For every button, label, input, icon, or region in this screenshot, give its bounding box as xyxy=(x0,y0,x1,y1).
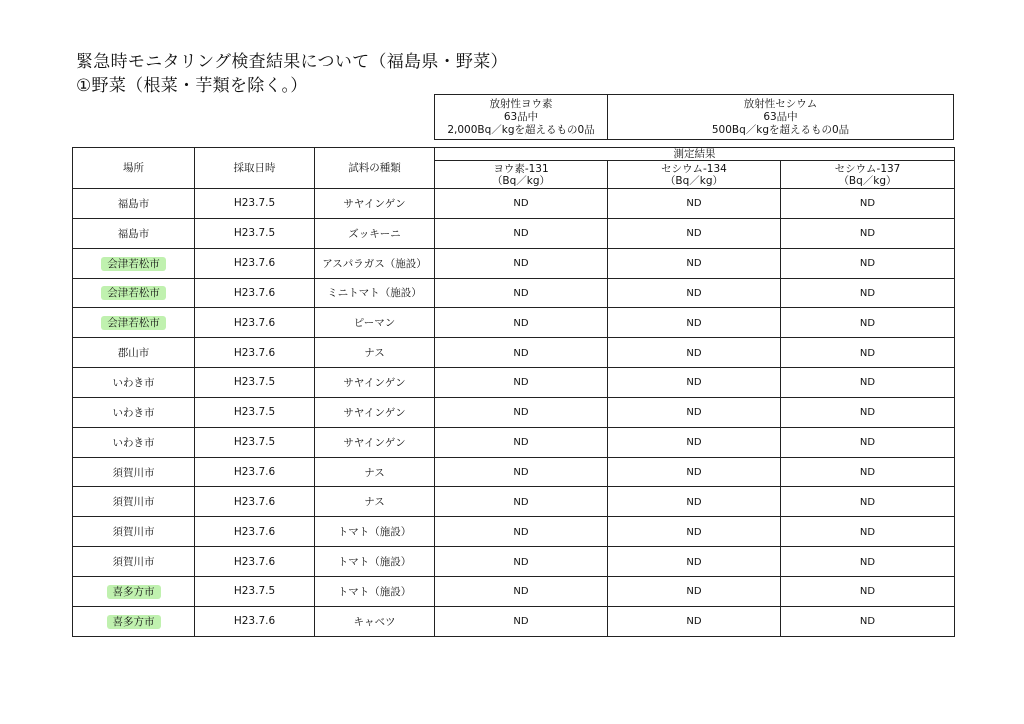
sample-value: トマト（施設） xyxy=(337,526,412,539)
sample-value: キャベツ xyxy=(353,615,396,628)
sample-value: アスパラガス（施設） xyxy=(322,257,427,270)
cell-place xyxy=(73,517,195,547)
cesium-summary xyxy=(608,95,953,139)
date-value: H23.7.5 xyxy=(233,227,276,240)
cell-cs137 xyxy=(781,606,955,636)
cell-cs134 xyxy=(608,308,781,338)
date-value: H23.7.5 xyxy=(233,406,276,419)
cs134-value: ND xyxy=(686,258,702,270)
i131-value: ND xyxy=(513,526,529,538)
cell-sample xyxy=(315,368,435,398)
iodine-summary-label: 放射性ヨウ素 xyxy=(489,97,553,110)
cell-cs137 xyxy=(781,248,955,278)
cell-place xyxy=(73,248,195,278)
header-measurement: 測定結果 xyxy=(435,148,955,161)
cs134-value: ND xyxy=(686,556,702,568)
date-value: H23.7.5 xyxy=(233,436,276,449)
cell-sample xyxy=(315,189,435,219)
place-value: 会津若松市 xyxy=(101,257,166,271)
sample-value: サヤインゲン xyxy=(343,197,406,210)
date-value: H23.7.6 xyxy=(233,286,276,299)
cs134-value: ND xyxy=(686,467,702,479)
cell-cs137 xyxy=(781,427,955,457)
cs137-value: ND xyxy=(859,556,876,568)
cell-cs134 xyxy=(608,487,781,517)
cs137-value: ND xyxy=(859,198,876,210)
cell-cs137 xyxy=(781,576,955,606)
cs137-value: ND xyxy=(859,526,876,538)
summary-box xyxy=(434,94,954,140)
cell-date xyxy=(195,547,315,577)
date-value: H23.7.6 xyxy=(233,525,276,538)
cell-date xyxy=(195,427,315,457)
cell-i131 xyxy=(435,576,608,606)
table-row xyxy=(73,218,955,248)
cell-sample xyxy=(315,517,435,547)
place-value: 喜多方市 xyxy=(107,615,161,629)
cell-cs137 xyxy=(781,457,955,487)
cs137-value: ND xyxy=(859,407,876,419)
cell-date xyxy=(195,517,315,547)
cell-sample xyxy=(315,218,435,248)
table-row xyxy=(73,189,955,219)
results-table xyxy=(72,147,955,637)
cs137-value: ND xyxy=(859,287,876,299)
header-date: 採取日時 xyxy=(195,148,315,189)
cesium-summary-label: 放射性セシウム xyxy=(743,97,818,110)
cell-i131 xyxy=(435,487,608,517)
date-value: H23.7.5 xyxy=(233,376,276,389)
table-row xyxy=(73,308,955,338)
i131-value: ND xyxy=(513,377,529,389)
cell-cs134 xyxy=(608,576,781,606)
cs134-value: ND xyxy=(686,287,702,299)
i131-value: ND xyxy=(513,586,529,598)
cell-date xyxy=(195,457,315,487)
place-value: 福島市 xyxy=(117,197,150,210)
place-value: 須賀川市 xyxy=(112,526,155,539)
table-row xyxy=(73,248,955,278)
cell-sample xyxy=(315,606,435,636)
i131-value: ND xyxy=(513,347,529,359)
cell-i131 xyxy=(435,547,608,577)
cell-date xyxy=(195,487,315,517)
cell-date xyxy=(195,606,315,636)
cs137-value: ND xyxy=(859,228,876,240)
cs137-value: ND xyxy=(859,317,876,329)
cell-cs134 xyxy=(608,189,781,219)
sample-value: トマト（施設） xyxy=(337,585,412,598)
cs137-value: ND xyxy=(859,467,876,479)
cell-place xyxy=(73,218,195,248)
i131-value: ND xyxy=(513,317,529,329)
place-value: 郡山市 xyxy=(117,347,150,360)
cell-i131 xyxy=(435,248,608,278)
cell-cs134 xyxy=(608,427,781,457)
cs134-value: ND xyxy=(686,437,702,449)
cesium-summary-count: 63品中 xyxy=(763,110,798,123)
sample-value: ナス xyxy=(364,347,385,360)
table-row xyxy=(73,427,955,457)
cs137-value: ND xyxy=(859,437,876,449)
page-title: 緊急時モニタリング検査結果について（福島県・野菜） xyxy=(76,52,508,72)
place-value: 福島市 xyxy=(117,227,150,240)
date-value: H23.7.6 xyxy=(233,615,276,628)
cell-cs137 xyxy=(781,308,955,338)
sample-value: サヤインゲン xyxy=(343,376,406,389)
cs134-value: ND xyxy=(686,377,702,389)
cs134-value: ND xyxy=(686,496,702,508)
cell-place xyxy=(73,368,195,398)
i131-value: ND xyxy=(513,467,529,479)
date-value: H23.7.6 xyxy=(233,346,276,359)
date-value: H23.7.6 xyxy=(233,257,276,270)
table-row xyxy=(73,576,955,606)
cell-cs134 xyxy=(608,606,781,636)
cs134-value: ND xyxy=(686,407,702,419)
cell-place xyxy=(73,606,195,636)
cell-i131 xyxy=(435,338,608,368)
sample-value: ピーマン xyxy=(353,317,396,330)
cs137-value: ND xyxy=(859,377,876,389)
header-cs137 xyxy=(781,161,955,189)
cs134-value: ND xyxy=(686,228,702,240)
cs137-value: ND xyxy=(859,616,876,628)
cs134-value: ND xyxy=(686,526,702,538)
cs134-value: ND xyxy=(686,347,702,359)
date-value: H23.7.6 xyxy=(233,555,276,568)
i131-value: ND xyxy=(513,407,529,419)
cell-sample xyxy=(315,278,435,308)
i131-value: ND xyxy=(513,616,529,628)
table-row xyxy=(73,547,955,577)
cell-date xyxy=(195,218,315,248)
place-value: いわき市 xyxy=(112,436,155,449)
table-row xyxy=(73,278,955,308)
table-row xyxy=(73,397,955,427)
cell-cs137 xyxy=(781,189,955,219)
table-row xyxy=(73,368,955,398)
sample-value: ズッキーニ xyxy=(348,227,401,240)
cell-date xyxy=(195,248,315,278)
cell-i131 xyxy=(435,368,608,398)
i131-value: ND xyxy=(513,287,529,299)
cell-place xyxy=(73,308,195,338)
cs137-value: ND xyxy=(859,496,876,508)
cell-cs134 xyxy=(608,457,781,487)
i131-value: ND xyxy=(513,496,529,508)
cs134-value: ND xyxy=(686,198,702,210)
cell-sample xyxy=(315,397,435,427)
cell-cs134 xyxy=(608,218,781,248)
cell-i131 xyxy=(435,606,608,636)
sample-value: サヤインゲン xyxy=(343,436,406,449)
cell-date xyxy=(195,278,315,308)
sample-value: ナス xyxy=(364,466,385,479)
sample-value: ナス xyxy=(364,496,385,509)
cell-sample xyxy=(315,308,435,338)
cell-i131 xyxy=(435,427,608,457)
date-value: H23.7.6 xyxy=(233,495,276,508)
cs134-value: ND xyxy=(686,317,702,329)
place-value: 須賀川市 xyxy=(112,556,155,569)
cell-i131 xyxy=(435,397,608,427)
cell-date xyxy=(195,189,315,219)
cell-cs137 xyxy=(781,218,955,248)
table-row xyxy=(73,606,955,636)
cell-date xyxy=(195,576,315,606)
cell-date xyxy=(195,338,315,368)
i131-value: ND xyxy=(513,556,529,568)
i131-value: ND xyxy=(513,437,529,449)
cell-sample xyxy=(315,547,435,577)
iodine-summary-count: 63品中 xyxy=(503,110,539,123)
header-sample: 試料の種類 xyxy=(315,148,435,189)
cell-cs137 xyxy=(781,487,955,517)
cell-i131 xyxy=(435,189,608,219)
cell-cs134 xyxy=(608,338,781,368)
date-value: H23.7.6 xyxy=(233,466,276,479)
table-row xyxy=(73,487,955,517)
header-i131 xyxy=(435,161,608,189)
cell-cs134 xyxy=(608,517,781,547)
cell-place xyxy=(73,427,195,457)
cs134-value: ND xyxy=(686,616,702,628)
cell-place xyxy=(73,338,195,368)
cell-place xyxy=(73,487,195,517)
header-i131-unit: （Bq／kg） xyxy=(491,174,551,187)
sample-value: サヤインゲン xyxy=(343,406,406,419)
sample-value: ミニトマト（施設） xyxy=(327,287,422,300)
cell-place xyxy=(73,547,195,577)
cell-sample xyxy=(315,487,435,517)
cell-place xyxy=(73,189,195,219)
i131-value: ND xyxy=(513,258,529,270)
table-row xyxy=(73,517,955,547)
cell-cs137 xyxy=(781,397,955,427)
table-row xyxy=(73,338,955,368)
cell-place xyxy=(73,457,195,487)
cell-date xyxy=(195,368,315,398)
header-cs134-label: セシウム-134 xyxy=(661,162,727,175)
header-cs137-label: セシウム-137 xyxy=(834,162,901,175)
cell-place xyxy=(73,397,195,427)
cell-i131 xyxy=(435,278,608,308)
iodine-summary-note: 2,000Bq／kgを超えるもの0品 xyxy=(447,123,595,136)
cell-date xyxy=(195,308,315,338)
cs137-value: ND xyxy=(859,347,876,359)
sample-value: トマト（施設） xyxy=(337,556,412,569)
header-cs134-unit: （Bq／kg） xyxy=(664,174,724,187)
iodine-summary xyxy=(435,95,608,139)
place-value: 須賀川市 xyxy=(112,466,155,479)
cs134-value: ND xyxy=(686,586,702,598)
place-value: 会津若松市 xyxy=(101,286,166,300)
cell-cs137 xyxy=(781,547,955,577)
cell-place xyxy=(73,576,195,606)
cesium-summary-note: 500Bq／kgを超えるもの0品 xyxy=(711,123,850,136)
place-value: いわき市 xyxy=(112,376,155,389)
section-title: ①野菜（根菜・芋類を除く。） xyxy=(76,76,308,96)
i131-value: ND xyxy=(513,198,529,210)
cell-sample xyxy=(315,457,435,487)
cell-date xyxy=(195,397,315,427)
cell-cs134 xyxy=(608,368,781,398)
cell-i131 xyxy=(435,218,608,248)
cell-cs137 xyxy=(781,368,955,398)
cell-cs137 xyxy=(781,278,955,308)
cell-sample xyxy=(315,576,435,606)
cell-cs137 xyxy=(781,517,955,547)
header-place: 場所 xyxy=(73,148,195,189)
place-value: 会津若松市 xyxy=(101,316,166,330)
cs137-value: ND xyxy=(859,586,876,598)
header-cs134 xyxy=(608,161,781,189)
header-cs137-unit: （Bq／kg） xyxy=(838,174,897,187)
date-value: H23.7.5 xyxy=(233,197,276,210)
table-row xyxy=(73,457,955,487)
cell-cs134 xyxy=(608,248,781,278)
cell-cs134 xyxy=(608,278,781,308)
place-value: 喜多方市 xyxy=(107,585,161,599)
place-value: いわき市 xyxy=(112,406,155,419)
place-value: 須賀川市 xyxy=(112,496,155,509)
date-value: H23.7.5 xyxy=(233,585,276,598)
cell-i131 xyxy=(435,308,608,338)
i131-value: ND xyxy=(513,228,529,240)
cell-sample xyxy=(315,248,435,278)
cs137-value: ND xyxy=(859,258,876,270)
cell-sample xyxy=(315,338,435,368)
cell-cs137 xyxy=(781,338,955,368)
cell-i131 xyxy=(435,457,608,487)
cell-i131 xyxy=(435,517,608,547)
cell-sample xyxy=(315,427,435,457)
date-value: H23.7.6 xyxy=(233,316,276,329)
cell-cs134 xyxy=(608,547,781,577)
cell-cs134 xyxy=(608,397,781,427)
header-i131-label: ヨウ素-131 xyxy=(493,162,549,175)
cell-place xyxy=(73,278,195,308)
